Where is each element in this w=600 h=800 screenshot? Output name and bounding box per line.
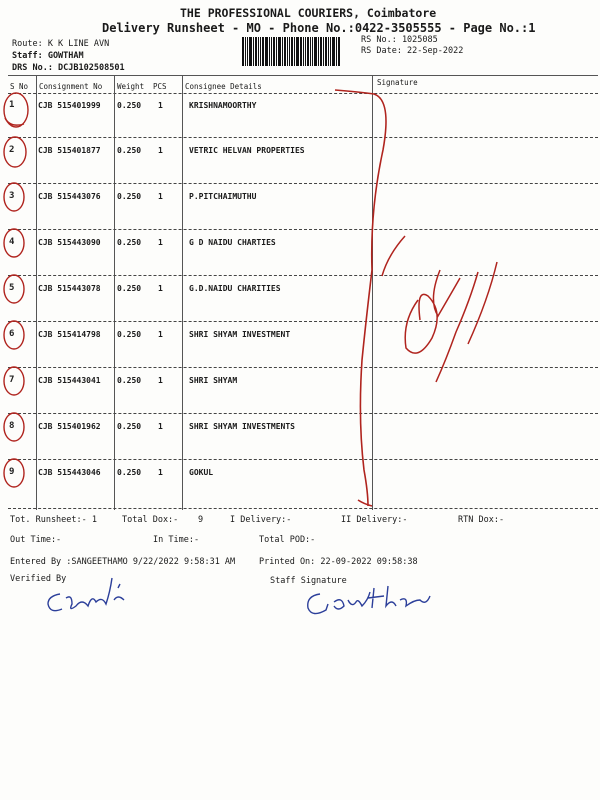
serial-number: 7 <box>9 375 15 385</box>
pieces-value: 1 <box>158 101 163 110</box>
consignment-number: CJB 515401999 <box>38 101 101 110</box>
table-bottom-rule <box>8 508 598 509</box>
barcode-bar <box>310 37 311 66</box>
barcode-bar <box>255 37 257 66</box>
ii-delivery: II Delivery:- <box>341 515 408 525</box>
barcode-bar <box>291 37 293 66</box>
weight-value: 0.250 <box>117 422 142 431</box>
consignment-number: CJB 515443090 <box>38 238 101 247</box>
barcode-bar <box>258 37 259 66</box>
pieces-value: 1 <box>158 422 163 431</box>
consignment-number: CJB 515443078 <box>38 284 101 293</box>
serial-circles <box>4 93 28 487</box>
out-time: Out Time:- <box>10 535 62 545</box>
staff-label: Staff: GOWTHAM <box>12 51 84 61</box>
rtn-dox: RTN Dox:- <box>458 515 505 525</box>
consignment-number: CJB 515401962 <box>38 422 101 431</box>
table-header-rule <box>8 93 598 94</box>
drs-number: DRS No.: DCJB102508501 <box>12 63 125 73</box>
barcode-bar <box>338 37 340 66</box>
column-header-sno: S No <box>10 82 29 91</box>
signature-bracket <box>335 90 386 506</box>
serial-number: 6 <box>9 329 15 339</box>
barcode-bar <box>325 37 327 66</box>
barcode <box>242 37 354 66</box>
column-divider <box>114 76 115 510</box>
barcode-bar <box>330 37 331 66</box>
consignment-number: CJB 515443046 <box>38 468 101 477</box>
consignee-name: G.D.NAIDU CHARITIES <box>189 284 281 293</box>
weight-value: 0.250 <box>117 101 142 110</box>
serial-number: 1 <box>9 100 15 110</box>
pieces-value: 1 <box>158 146 163 155</box>
row-divider <box>8 413 598 414</box>
serial-number: 4 <box>9 237 15 247</box>
barcode-bar <box>276 37 277 66</box>
row-divider <box>8 367 598 368</box>
row-divider <box>8 229 598 230</box>
staff-signature <box>310 590 352 601</box>
weight-value: 0.250 <box>117 284 142 293</box>
consignee-name: GOKUL <box>189 468 214 477</box>
row-divider <box>8 275 598 276</box>
barcode-bar <box>253 37 254 66</box>
barcode-bar <box>269 37 270 66</box>
barcode-bar <box>271 37 272 66</box>
barcode-bar <box>307 37 309 66</box>
pieces-value: 1 <box>158 468 163 477</box>
column-header-signature: Signature <box>377 78 418 87</box>
barcode-bar <box>303 37 304 66</box>
barcode-bar <box>245 37 246 66</box>
column-divider <box>182 76 183 510</box>
staff-signature-label: Staff Signature <box>270 576 347 586</box>
consignee-name: VETRIC HELVAN PROPERTIES <box>189 146 305 155</box>
printed-on: Printed On: 22-09-2022 09:58:38 <box>259 557 418 567</box>
pieces-value: 1 <box>158 238 163 247</box>
barcode-bar <box>296 37 299 66</box>
barcode-bar <box>289 37 290 66</box>
barcode-bar <box>282 37 283 66</box>
weight-value: 0.250 <box>117 192 142 201</box>
barcode-bar <box>300 37 302 66</box>
consignee-name: SHRI SHYAM INVESTMENT <box>189 330 291 339</box>
total-runsheet: Tot. Runsheet:- 1 <box>10 515 97 525</box>
i-delivery: I Delivery:- <box>230 515 292 525</box>
weight-value: 0.250 <box>117 330 142 339</box>
consignment-number: CJB 515443076 <box>38 192 101 201</box>
column-divider <box>36 76 37 510</box>
total-dox-value: 9 <box>198 515 204 525</box>
barcode-bar <box>260 37 261 66</box>
barcode-bar <box>318 37 319 66</box>
consignment-number: CJB 515401877 <box>38 146 101 155</box>
barcode-bar <box>273 37 275 66</box>
row-divider <box>8 459 598 460</box>
barcode-bar <box>294 37 295 66</box>
weight-value: 0.250 <box>117 238 142 247</box>
pieces-value: 1 <box>158 192 163 201</box>
barcode-bar <box>287 37 288 66</box>
barcode-bar <box>332 37 335 66</box>
rs-number: RS No.: 1025085 <box>361 35 438 45</box>
company-title: THE PROFESSIONAL COURIERS, Coimbatore <box>180 6 437 20</box>
total-pod: Total POD:- <box>259 535 316 545</box>
barcode-bar <box>320 37 322 66</box>
total-dox-label: Total Dox:- <box>122 515 179 525</box>
barcode-bar <box>305 37 306 66</box>
column-header-consignment: Consignment No <box>39 82 103 91</box>
consignee-name: KRISHNAMOORTHY <box>189 101 257 110</box>
table-top-rule <box>8 75 598 76</box>
consignee-name: G D NAIDU CHARTIES <box>189 238 276 247</box>
weight-value: 0.250 <box>117 146 142 155</box>
consignment-number: CJB 515414798 <box>38 330 101 339</box>
weight-value: 0.250 <box>117 468 142 477</box>
entered-by: Entered By :SANGEETHAMO 9/22/2022 9:58:31 AM <box>10 557 236 567</box>
in-time: In Time:- <box>153 535 200 545</box>
route-label: Route: K K LINE AVN <box>12 39 110 49</box>
red-signature-scribble <box>382 236 497 382</box>
serial-number: 9 <box>9 467 15 477</box>
weight-value: 0.250 <box>117 376 142 385</box>
pieces-value: 1 <box>158 330 163 339</box>
barcode-bar <box>247 37 248 66</box>
barcode-bar <box>314 37 317 66</box>
barcode-bar <box>328 37 329 66</box>
pieces-value: 1 <box>158 376 163 385</box>
barcode-bar <box>312 37 313 66</box>
row-divider <box>8 183 598 184</box>
consignee-name: P.PITCHAIMUTHU <box>189 192 257 201</box>
barcode-bar <box>265 37 268 66</box>
serial-number: 5 <box>9 283 15 293</box>
runsheet-title: Delivery Runsheet - MO - Phone No.:0422-3505555 - Page No.:1 <box>102 21 536 35</box>
column-header-pcs: PCS <box>153 82 167 91</box>
barcode-bar <box>323 37 324 66</box>
column-header-consignee: Consignee Details <box>185 82 262 91</box>
barcode-bar <box>336 37 337 66</box>
consignee-name: SHRI SHYAM INVESTMENTS <box>189 422 295 431</box>
pieces-value: 1 <box>158 284 163 293</box>
barcode-bar <box>278 37 281 66</box>
verified-by-label: Verified By <box>10 574 67 584</box>
row-divider <box>8 137 598 138</box>
serial-number: 8 <box>9 421 15 431</box>
serial-number: 3 <box>9 191 15 201</box>
rs-date: RS Date: 22-Sep-2022 <box>361 46 464 56</box>
barcode-bar <box>284 37 286 66</box>
serial-number: 2 <box>9 145 15 155</box>
row-divider <box>8 321 598 322</box>
barcode-bar <box>249 37 252 66</box>
column-divider <box>372 76 373 510</box>
verified-signature <box>48 588 90 599</box>
barcode-bar <box>242 37 244 66</box>
consignee-name: SHRI SHYAM <box>189 376 238 385</box>
barcode-bar <box>262 37 264 66</box>
consignment-number: CJB 515443041 <box>38 376 101 385</box>
column-header-weight: Weight <box>117 82 145 91</box>
